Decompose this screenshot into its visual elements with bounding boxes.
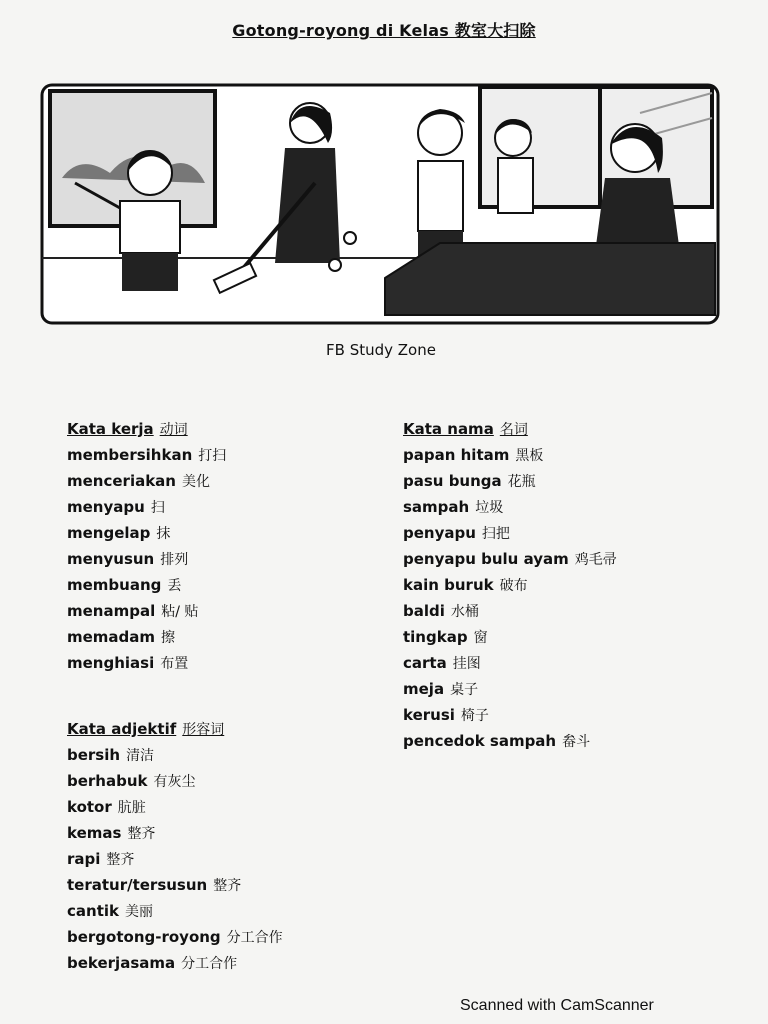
list-item: menyusun 排列 [67, 550, 189, 568]
list-item: memadam 擦 [67, 628, 176, 646]
list-item: cantik 美丽 [67, 902, 153, 920]
list-item: menampal 粘/ 贴 [67, 602, 199, 620]
adjectives-heading: Kata adjektif 形容词 [67, 720, 225, 738]
table [385, 243, 715, 315]
list-item: carta 挂图 [403, 654, 481, 672]
list-item: bergotong-royong 分工合作 [67, 928, 283, 946]
list-item: baldi 水桶 [403, 602, 479, 620]
list-item: penyapu 扫把 [403, 524, 510, 542]
student-cleaning-window [495, 119, 533, 213]
list-item: pasu bunga 花瓶 [403, 472, 536, 490]
nouns-heading: Kata nama 名词 [403, 420, 528, 438]
adjectives-section [67, 719, 283, 977]
list-item: sampah 垃圾 [403, 498, 504, 516]
list-item: menyapu 扫 [67, 498, 165, 516]
list-item: bekerjasama 分工合作 [67, 954, 238, 972]
list-item: tingkap 窗 [403, 628, 488, 646]
list-item: kain buruk 破布 [403, 576, 528, 594]
nouns-section [403, 419, 617, 755]
list-item: membuang 丢 [67, 576, 182, 594]
scanner-watermark: Scanned with CamScanner [460, 997, 654, 1014]
verbs-heading: Kata kerja 动词 [67, 420, 188, 438]
list-item: berhabuk 有灰尘 [67, 772, 196, 790]
list-item: pencedok sampah 畚斗 [403, 732, 591, 750]
classroom-cleaning-illustration [40, 83, 720, 325]
verbs-section [67, 419, 226, 677]
image-caption: FB Study Zone [326, 341, 436, 359]
list-item: rapi 整齐 [67, 850, 135, 868]
list-item: teratur/tersusun 整齐 [67, 876, 242, 894]
list-item: penyapu bulu ayam 鸡毛帚 [403, 550, 617, 568]
list-item: meja 桌子 [403, 680, 479, 698]
page-title: Gotong-royong di Kelas 教室大扫除 [232, 21, 536, 40]
list-item: kerusi 椅子 [403, 706, 489, 724]
list-item: papan hitam 黑板 [403, 446, 544, 464]
list-item: kemas 整齐 [67, 824, 156, 842]
list-item: bersih 清洁 [67, 746, 155, 764]
list-item: menceriakan 美化 [67, 472, 210, 490]
list-item: menghiasi 布置 [67, 654, 189, 672]
list-item: membersihkan 打扫 [67, 446, 227, 464]
list-item: mengelap 抹 [67, 524, 171, 542]
list-item: kotor 肮脏 [67, 798, 146, 816]
